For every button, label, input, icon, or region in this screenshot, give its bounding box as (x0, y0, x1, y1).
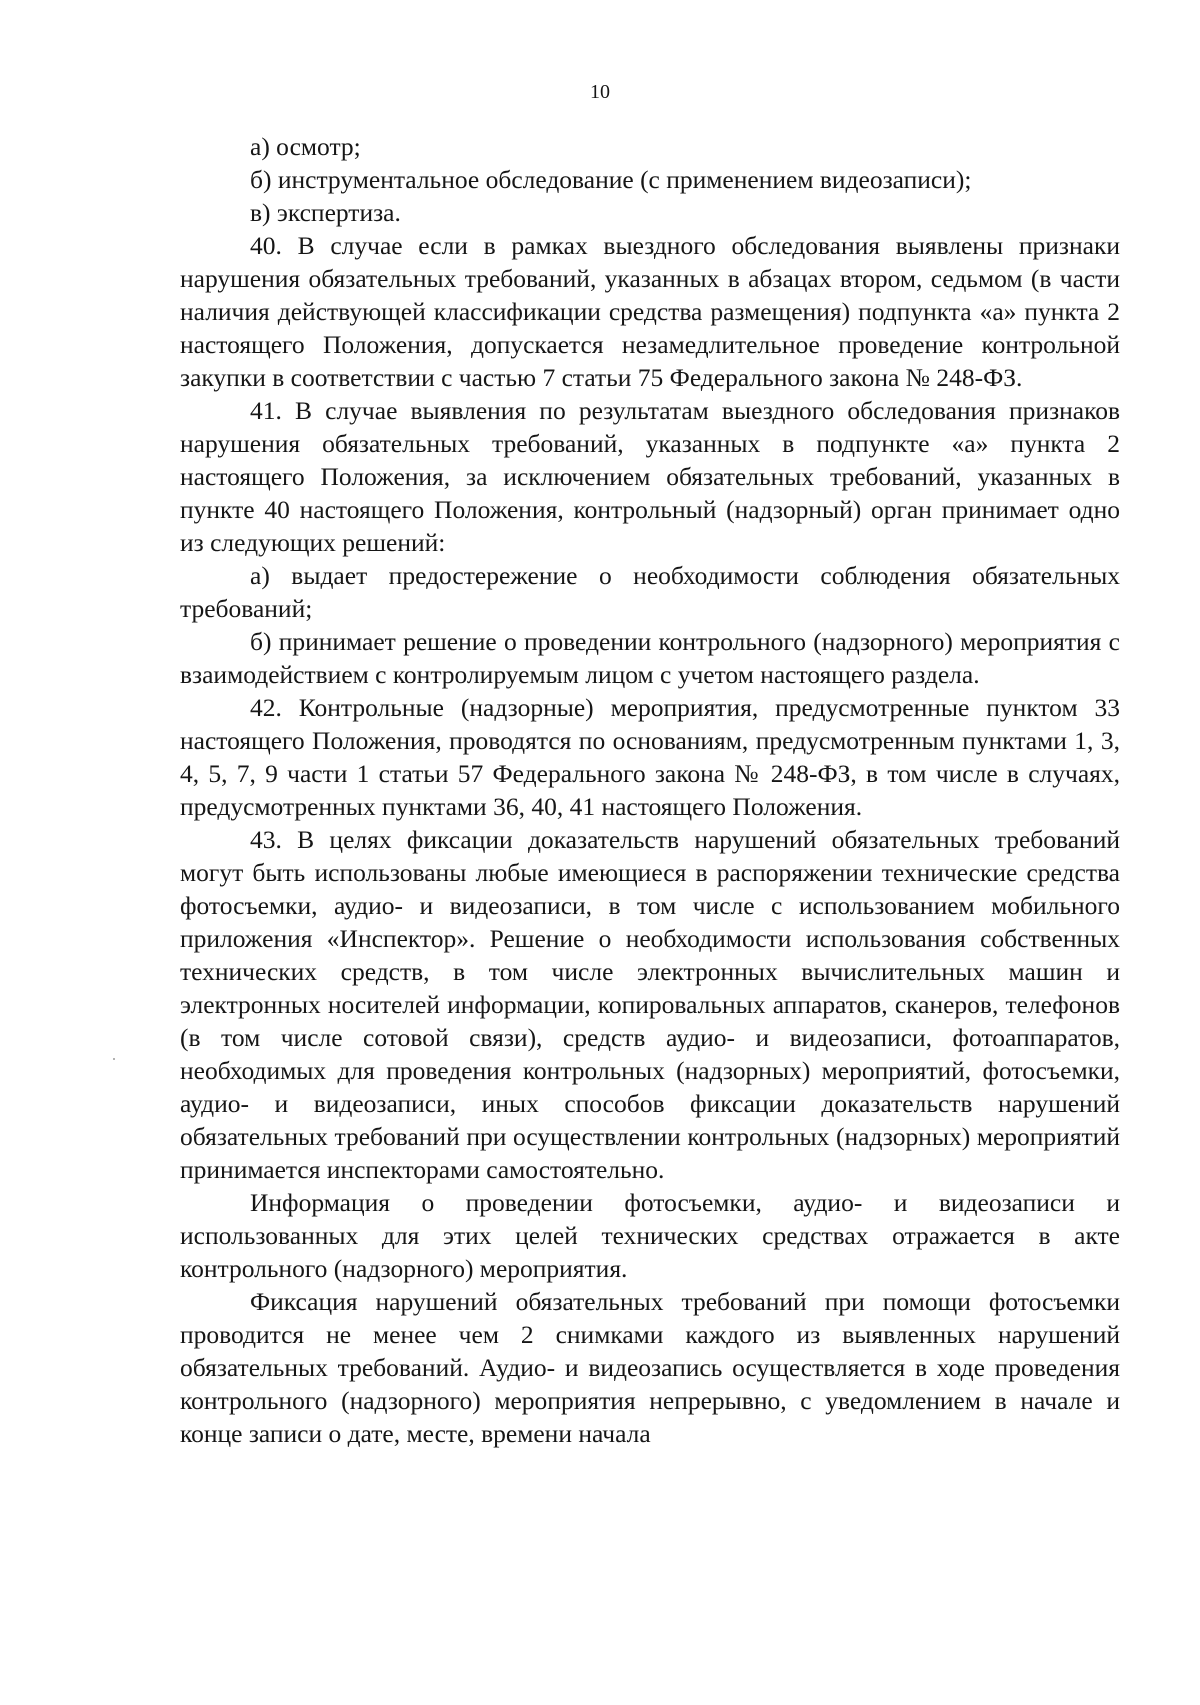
paragraph-photo-info: Информация о проведении фотосъемки, аудио- и видеозаписи и использованных для этих целей технических средствах отражается в акте контрольного (надзорного) мероприятия. (180, 1188, 1120, 1283)
clause-43: 43. В целях фиксации доказательств нарушений обязательных требований могут быть использованы любые имеющиеся в распоряжении технические средства фотосъемки, аудио- и видеозаписи, в том числе с использованием мобильного приложения «Инспектор». Решение о необходимости использования собственных технических средств, в том числе электронных вычислительных машин и электронных носителей информации, копировальных аппаратов, сканеров, телефонов (в том числе сотовой связи), средств аудио- и видеозаписи, фотоаппаратов, необходимых для проведения контрольных (надзорных) мероприятий, фотосъемки, аудио- и видеозаписи, иных способов фиксации доказательств нарушений обязательных требований при осуществлении контрольных (надзорных) мероприятий принимается инспекторами самостоятельно. (180, 825, 1120, 1184)
list-item-instrumental-survey: б) инструментальное обследование (с применением видеозаписи); (250, 165, 972, 194)
clause-41: 41. В случае выявления по результатам выездного обследования признаков нарушения обязательных требований, указанных в подпункте «а» пункта 2 настоящего Положения, за исключением обязательных требований, указанных в пункте 40 настоящего Положения, контрольный (надзорный) орган принимает одно из следующих решений: (180, 396, 1120, 557)
clause-41-item-a: а) выдает предостережение о необходимости соблюдения обязательных требований; (180, 561, 1120, 623)
clause-41-item-b: б) принимает решение о проведении контрольного (надзорного) мероприятия с взаимодействием с контролируемым лицом с учетом настоящего раздела. (180, 627, 1120, 689)
list-item-inspection: а) осмотр; (250, 132, 361, 161)
paragraph-fixation: Фиксация нарушений обязательных требований при помощи фотосъемки проводится не менее чем 2 снимками каждого из выявленных нарушений обязательных требований. Аудио- и видеозапись осуществляется в ходе проведения контрольного (надзорного) мероприятия непрерывно, с уведомлением в начале и конце записи о дате, месте, времени начала (180, 1287, 1120, 1448)
scan-dot (113, 1058, 115, 1060)
clause-42: 42. Контрольные (надзорные) мероприятия, предусмотренные пунктом 33 настоящего Положения, проводятся по основаниям, предусмотренным пунктами 1, 3, 4, 5, 7, 9 части 1 статьи 57 Федерального закона № 248-ФЗ, в том числе в случаях, предусмотренных пунктами 36, 40, 41 настоящего Положения. (180, 693, 1120, 821)
page-number: 10 (590, 81, 610, 103)
list-item-expertise: в) экспертиза. (250, 198, 401, 227)
document-body (180, 130, 1120, 1450)
clause-40: 40. В случае если в рамках выездного обследования выявлены признаки нарушения обязательных требований, указанных в абзацах втором, седьмом (в части наличия действующей классификации средства размещения) подпункта «а» пункта 2 настоящего Положения, допускается незамедлительное проведение контрольной закупки в соответствии с частью 7 статьи 75 Федерального закона № 248-ФЗ. (180, 231, 1120, 392)
